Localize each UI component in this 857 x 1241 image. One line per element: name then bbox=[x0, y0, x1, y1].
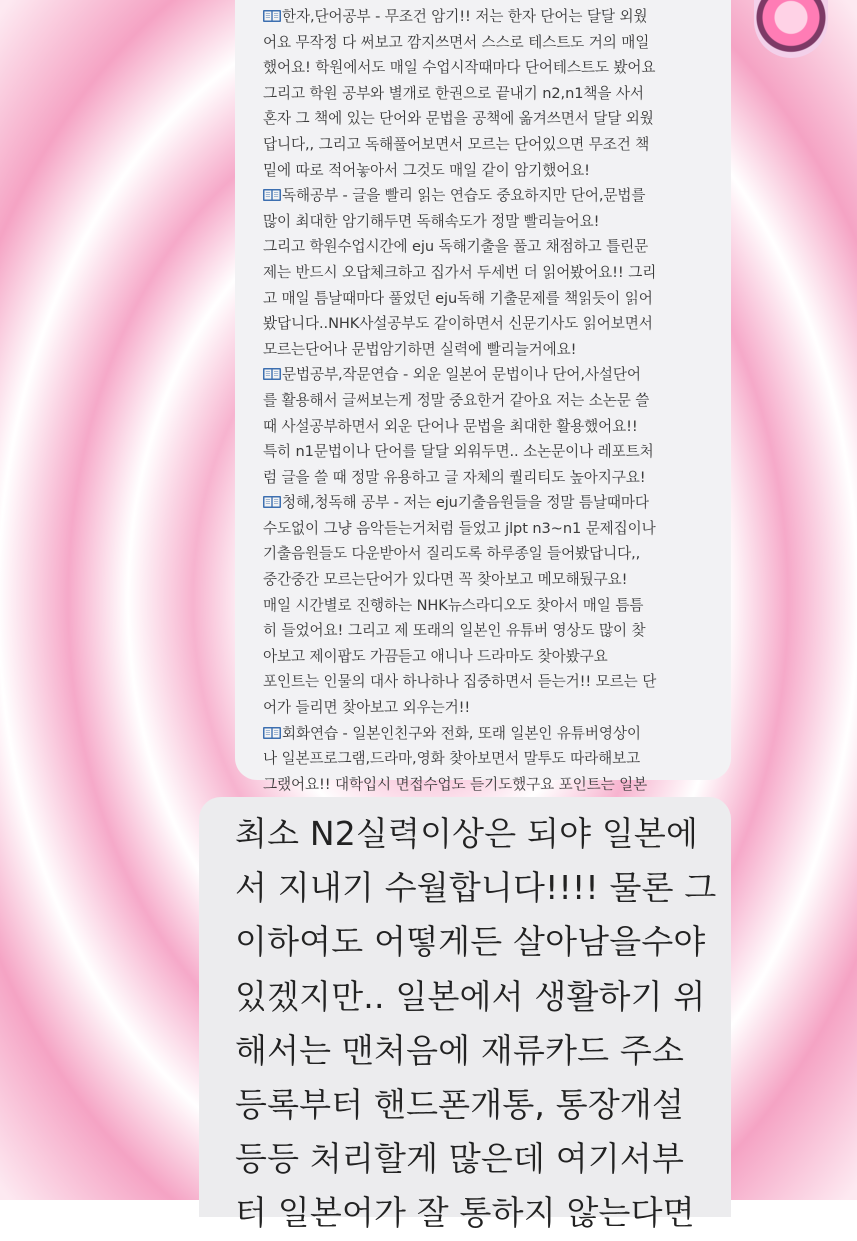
image-message-line bbox=[263, 234, 731, 260]
open-book-icon bbox=[263, 184, 281, 196]
image-message-line bbox=[263, 772, 731, 798]
image-message-line bbox=[263, 746, 731, 772]
image-message-line-text: 어가 들리면 찾아보고 외우는거!! bbox=[263, 699, 471, 717]
image-message-line bbox=[263, 4, 731, 30]
image-message-line bbox=[263, 132, 731, 158]
image-message-line-text: 밑에 따로 적어놓아서 그것도 매일 같이 암기했어요! bbox=[263, 161, 590, 179]
image-message-line-text: 어요 무작정 다 써보고 깜지쓰면서 스스로 테스트도 거의 매일 bbox=[263, 33, 650, 51]
image-message-line bbox=[263, 311, 731, 337]
image-message-line bbox=[263, 30, 731, 56]
image-message-line-text: 모르는단어나 문법암기하면 실력에 빨리늘거에요! bbox=[263, 340, 577, 358]
image-message-line-text: 수도없이 그냥 음악듣는거처럼 들었고 jlpt n3~n1 문제집이나 bbox=[263, 519, 656, 537]
image-message-line-text: 특히 n1문법이나 단어를 달달 외워두면.. 소논문이나 레포트처 bbox=[263, 443, 654, 461]
image-message-line bbox=[263, 541, 731, 567]
image-message-line-text: 한자,단어공부 - 무조건 암기!! 저는 한자 단어는 달달 외웠 bbox=[282, 8, 648, 25]
image-message-line bbox=[263, 414, 731, 440]
image-message-line bbox=[263, 618, 731, 644]
image-message-line-text: 독해공부 - 글을 빨리 읽는 연습도 중요하지만 단어,문법를 bbox=[282, 187, 646, 205]
image-message-line bbox=[263, 81, 731, 107]
image-message-line-text: 제는 반드시 오답체크하고 집가서 두세번 더 읽어봤어요!! 그리 bbox=[263, 263, 657, 281]
image-message-line-text: 그리고 학원 공부와 별개로 한권으로 끝내기 n2,n1책을 사서 bbox=[263, 84, 644, 102]
image-message-line-text: 아보고 제이팝도 가끔듣고 애니나 드라마도 찾아봤구요 bbox=[263, 647, 608, 665]
image-message-line-text: 고 매일 틈날때마다 풀었던 eju독해 기출문제를 책읽듯이 읽어 bbox=[263, 289, 653, 307]
image-message-line bbox=[263, 669, 731, 695]
image-message-line bbox=[263, 183, 731, 209]
image-message-line-text: 를 활용해서 글써보는게 정말 중요한거 같아요 저는 소논문 쓸 bbox=[263, 391, 650, 409]
image-message-line-text: 많이 최대한 암기해두면 독해속도가 정말 빨리늘어요! bbox=[263, 212, 600, 230]
text-message-line: 있겠지만.. 일본에서 생활하기 위 bbox=[235, 976, 706, 1016]
text-message-line: 서 지내기 수월합니다!!!! 물론 그 bbox=[235, 868, 717, 908]
image-message-line-text: 했어요! 학원에서도 매일 수업시작때마다 단어테스트도 봤어요 bbox=[263, 59, 656, 77]
text-message-line: 터 일본어가 잘 통하지 않는다면 bbox=[235, 1193, 695, 1233]
image-message-line bbox=[263, 465, 731, 491]
image-message-line bbox=[263, 260, 731, 286]
image-message-line bbox=[263, 721, 731, 747]
image-message-line bbox=[263, 337, 731, 363]
image-message-line-text: 기출음원들도 다운받아서 질리도록 하루종일 들어봤답니다,, bbox=[263, 545, 641, 563]
image-message-line bbox=[263, 439, 731, 465]
text-message-line: 최소 N2실력이상은 되야 일본에 bbox=[235, 814, 699, 853]
image-message-line-text: 때 사설공부하면서 외운 단어나 문법을 최대한 활용했어요!! bbox=[263, 417, 638, 435]
open-book-icon bbox=[263, 722, 281, 734]
image-message-line bbox=[263, 209, 731, 235]
image-message-line-text: 회화연습 - 일본인친구와 전화, 또래 일본인 유튜버영상이 bbox=[282, 724, 641, 742]
image-message-line-text: 그리고 학원수업시간에 eju 독해기출을 풀고 채점하고 틀린문 bbox=[263, 238, 649, 256]
image-message-line bbox=[263, 695, 731, 721]
image-message-line bbox=[263, 593, 731, 619]
image-message-line bbox=[263, 567, 731, 593]
image-message-line-text: 혼자 그 책에 있는 단어와 문법을 공책에 옮겨쓰면서 달달 외웠 bbox=[263, 110, 654, 128]
image-message-line bbox=[263, 106, 731, 132]
image-message-line bbox=[263, 286, 731, 312]
image-message-line-text: 매일 시간별로 진행하는 NHK뉴스라디오도 찾아서 매일 틈틈 bbox=[263, 596, 644, 614]
image-message-line-text: 그랬어요!! 대학입시 면접수업도 듣기도했구요 포인트는 일본 bbox=[263, 775, 648, 793]
image-message-line-text: 중간중간 모르는단어가 있다면 꼭 찾아보고 메모해뒀구요! bbox=[263, 571, 628, 589]
image-message-line-text: 답니다,, 그리고 독해풀어보면서 모르는 단어있으면 무조건 책 bbox=[263, 135, 650, 153]
image-message-line bbox=[263, 362, 731, 388]
image-message-line bbox=[263, 644, 731, 670]
text-message-bubble[interactable] bbox=[199, 797, 731, 1233]
open-book-icon bbox=[263, 5, 281, 17]
image-message-line-text: 나 일본프로그램,드라마,영화 찾아보면서 말투도 따라해보고 bbox=[263, 750, 641, 768]
image-message-line-text: 봤답니다..NHK사설공부도 같이하면서 신문기사도 읽어보면서 bbox=[263, 315, 653, 333]
text-message-line: 해서는 맨처음에 재류카드 주소 bbox=[235, 1030, 685, 1070]
text-message-line: 등록부터 핸드폰개통, 통장개설 bbox=[235, 1085, 685, 1125]
image-message-line bbox=[263, 388, 731, 414]
text-message-line: 등등 처리할게 많은데 여기서부 bbox=[235, 1139, 685, 1179]
image-message-line-text: 히 들었어요! 그리고 제 또래의 일본인 유튜버 영상도 많이 찾 bbox=[263, 622, 646, 640]
image-message-line bbox=[263, 516, 731, 542]
text-message-line: 이하여도 어떻게든 살아남을수야 bbox=[235, 922, 706, 962]
open-book-icon bbox=[263, 491, 281, 503]
image-message-line bbox=[263, 158, 731, 184]
open-book-icon bbox=[263, 363, 281, 375]
image-message-line-text: 청해,청독해 공부 - 저는 eju기출음원들을 정말 틈날때마다 bbox=[282, 494, 649, 512]
image-message-line-text: 포인트는 인물의 대사 하나하나 집중하면서 듣는거!! 모르는 단 bbox=[263, 673, 657, 691]
image-message-bubble[interactable] bbox=[235, 0, 731, 793]
image-message-line bbox=[263, 55, 731, 81]
image-message-line bbox=[263, 490, 731, 516]
image-message-line-text: 문법공부,작문연습 - 외운 일본어 문법이나 단어,사설단어 bbox=[282, 366, 641, 384]
image-message-line-text: 럼 글을 쓸 때 정말 유용하고 글 자체의 퀄리티도 높아지구요! bbox=[263, 468, 646, 486]
